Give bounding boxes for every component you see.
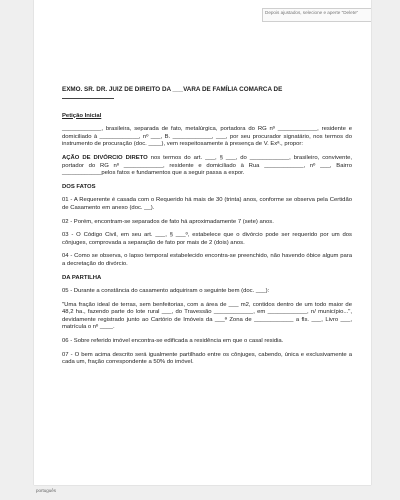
- fact-paragraph: 02 - Porém, encontram-se separados de fato há aproximadamente 7 (sete) anos.: [62, 218, 274, 225]
- petition-title: Petição Inicial: [62, 112, 102, 119]
- partition-heading: DA PARTILHA: [62, 274, 102, 281]
- intro-paragraph: ____________, brasileira, separada de fato, metalúrgica, portadora do RG nº ____________, residente e domiciliado à ____________, nº ___, B. ____________, ___, por seu procurador signatário, nos termos do instrumento de procuração (doc. ____), vem respeitosamente à presença de V. Exª., propor:: [62, 126, 352, 148]
- status-bar: [34, 486, 371, 500]
- partition-paragraph: 05 - Durante a constância do casamento adquiriram o seguinte bem (doc. ___):: [62, 288, 270, 295]
- partition-paragraph: "Uma fração ideal de terras, sem benfeitorias, com a área de ___ m2, contidos dentro de um todo maior de 48,2 ha., fazendo parte do lote rural ___, do Travessão ____________, em ____________, n/ município...", devidamente registrado junto ao Cartório de Imóveis da ___ª Zona de ____________ a fls. ___, Livro ___, matrícula o nº ____.: [62, 301, 352, 331]
- fact-paragraph: 04 - Como se observa, o lapso temporal estabelecido encontra-se preenchido, não havendo óbice algum para a decretação do divórcio.: [62, 253, 352, 267]
- document-body: [62, 86, 352, 373]
- action-text: nos termos do art. ___, § ___, do ____________, brasileiro, convivente, portador do RG nº ____________, residente e domiciliado à Rua ____________, nº ___, Bairro ____________pelos fatos e fundamentos que a seguir passa a expor.: [62, 154, 352, 177]
- partition-paragraph: 06 - Sobre referido imóvel encontra-se edificada a residência em que o casal residia.: [62, 338, 284, 345]
- petition-header: EXMO. SR. DR. JUIZ DE DIREITO DA ___VARA DE FAMÍLIA COMARCA DE: [62, 86, 283, 93]
- comment-text: Depois ajustados, selecione e aperte "Delete": [265, 10, 359, 15]
- review-comment[interactable]: [262, 8, 371, 22]
- action-title: AÇÃO DE DIVÓRCIO DIRETO: [62, 154, 148, 161]
- fact-paragraph: 01 - A Requerente é casada com o Requerido há mais de 30 (trinta) anos, conforme se observa pela Certidão de Casamento em anexo (doc. __).: [62, 197, 352, 211]
- header-blank-line: [62, 98, 114, 99]
- action-paragraph: [62, 155, 352, 178]
- facts-heading: DOS FATOS: [62, 183, 96, 190]
- fact-paragraph: 03 - O Código Civil, em seu art. ___, § ___º, estabelece que o divórcio pode ser requerido por um dos cônjuges, comprovada a separação de fato por mais de 2 (dois) anos.: [62, 232, 352, 246]
- language-indicator[interactable]: português: [36, 488, 57, 493]
- document-page: [34, 0, 371, 485]
- partition-paragraph: 07 - O bem acima descrito será igualmente partilhado entre os cônjuges, cabendo, única e exclusivamente a cada um, fração correspondente a 50% do imóvel.: [62, 351, 352, 366]
